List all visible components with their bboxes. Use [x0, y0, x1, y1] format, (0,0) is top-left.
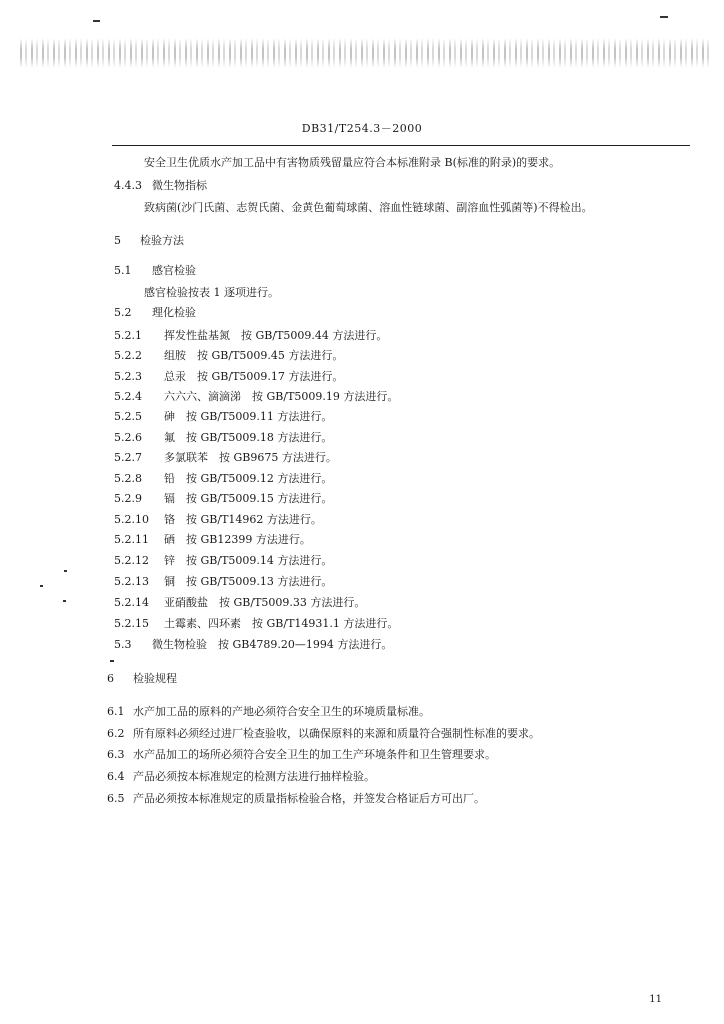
item-text: 产品必须按本标准规定的检测方法进行抽样检验。 — [133, 770, 375, 783]
scan-noise-band — [20, 38, 710, 68]
section-number: 5.3 — [114, 638, 132, 651]
item-number: 5.2.14 — [114, 596, 149, 609]
item-text: 铜 按 GB/T5009.13 方法进行。 — [164, 575, 333, 588]
item-number: 5.2.7 — [114, 451, 142, 464]
section-number: 6 — [107, 672, 114, 685]
item-number: 5.2.11 — [114, 533, 149, 546]
scan-speck — [93, 20, 100, 22]
item-text: 铬 按 GB/T14962 方法进行。 — [164, 513, 322, 526]
line-text: 感官检验按表 1 逐项进行。 — [144, 286, 279, 299]
page-number: 11 — [649, 994, 662, 1005]
item-number: 5.2.8 — [114, 472, 142, 485]
section-heading — [114, 179, 207, 193]
list-item — [107, 770, 375, 784]
section-number: 5 — [114, 234, 121, 247]
item-text: 所有原料必须经过进厂检查验收，以确保原料的来源和质量符合强制性标准的要求。 — [133, 727, 540, 740]
section-heading — [114, 306, 196, 320]
item-text: 多氯联苯 按 GB9675 方法进行。 — [164, 451, 337, 464]
paragraph-line — [144, 156, 560, 170]
list-item — [114, 451, 337, 465]
list-item — [114, 390, 398, 404]
line-text: 致病菌(沙门氏菌、志贺氏菌、金黄色葡萄球菌、溶血性链球菌、副溶血性弧菌等)不得检出。 — [144, 201, 593, 214]
list-item — [107, 727, 540, 741]
list-item — [114, 554, 332, 568]
section-heading — [114, 264, 196, 278]
section-heading — [114, 638, 392, 652]
item-text: 土霉素、四环素 按 GB/T14931.1 方法进行。 — [164, 617, 399, 630]
section-title: 感官检验 — [152, 264, 196, 277]
list-item — [114, 431, 332, 445]
item-number: 5.2.9 — [114, 492, 142, 505]
list-item — [114, 410, 332, 424]
scan-speck — [64, 570, 67, 572]
item-text: 六六六、滴滴涕 按 GB/T5009.19 方法进行。 — [164, 390, 399, 403]
list-item — [107, 705, 430, 719]
list-item — [114, 513, 322, 527]
item-text: 水产加工品的原料的产地必须符合安全卫生的环境质量标准。 — [133, 705, 430, 718]
item-text: 产品必须按本标准规定的质量指标检验合格，并签发合格证后方可出厂。 — [133, 792, 485, 805]
line-text: 安全卫生优质水产加工品中有害物质残留量应符合本标准附录 B(标准的附录)的要求。 — [144, 156, 561, 169]
item-number: 5.2.1 — [114, 329, 142, 342]
section-number: 4.4.3 — [114, 179, 142, 192]
item-number: 5.2.12 — [114, 554, 149, 567]
item-number: 6.2 — [107, 727, 125, 740]
item-number: 6.1 — [107, 705, 125, 718]
section-title: 微生物指标 — [152, 179, 207, 192]
section-heading — [107, 672, 177, 686]
item-text: 氟 按 GB/T5009.18 方法进行。 — [164, 431, 333, 444]
item-number: 6.3 — [107, 748, 125, 761]
scan-speck — [660, 16, 668, 18]
item-text: 水产品加工的场所必须符合安全卫生的加工生产环境条件和卫生管理要求。 — [133, 748, 496, 761]
section-number: 5.2 — [114, 306, 132, 319]
section-title: 检验规程 — [133, 672, 177, 685]
item-number: 5.2.13 — [114, 575, 149, 588]
item-number: 5.2.4 — [114, 390, 142, 403]
item-number: 6.5 — [107, 792, 125, 805]
item-text: 锌 按 GB/T5009.14 方法进行。 — [164, 554, 333, 567]
item-number: 5.2.2 — [114, 349, 142, 362]
list-item — [107, 748, 496, 762]
list-item — [114, 329, 387, 343]
list-item — [114, 370, 343, 384]
list-item — [114, 596, 365, 610]
scan-speck — [110, 660, 114, 662]
section-number: 5.1 — [114, 264, 132, 277]
section-title: 微生物检验 按 GB4789.20—1994 方法进行。 — [152, 638, 393, 651]
section-heading — [114, 234, 184, 248]
item-number: 5.2.10 — [114, 513, 149, 526]
list-item — [107, 792, 485, 806]
list-item — [114, 492, 332, 506]
paragraph-line — [144, 286, 279, 300]
item-text: 组胺 按 GB/T5009.45 方法进行。 — [164, 349, 344, 362]
section-title: 检验方法 — [140, 234, 184, 247]
item-text: 镉 按 GB/T5009.15 方法进行。 — [164, 492, 333, 505]
list-item — [114, 533, 311, 547]
list-item — [114, 472, 332, 486]
item-text: 亚硝酸盐 按 GB/T5009.33 方法进行。 — [164, 596, 366, 609]
paragraph-line — [144, 201, 593, 215]
scan-speck — [40, 585, 43, 587]
item-text: 挥发性盐基氮 按 GB/T5009.44 方法进行。 — [164, 329, 388, 342]
document-code: DB31/T254.3－2000 — [301, 122, 423, 135]
list-item — [114, 575, 332, 589]
item-text: 总汞 按 GB/T5009.17 方法进行。 — [164, 370, 344, 383]
item-text: 砷 按 GB/T5009.11 方法进行。 — [164, 410, 333, 423]
item-number: 5.2.15 — [114, 617, 149, 630]
item-number: 5.2.6 — [114, 431, 142, 444]
item-number: 6.4 — [107, 770, 125, 783]
item-text: 铅 按 GB/T5009.12 方法进行。 — [164, 472, 333, 485]
list-item — [114, 617, 398, 631]
scan-speck — [63, 600, 66, 602]
list-item — [114, 349, 343, 363]
header-rule — [112, 145, 690, 146]
item-text: 硒 按 GB12399 方法进行。 — [164, 533, 311, 546]
item-number: 5.2.3 — [114, 370, 142, 383]
item-number: 5.2.5 — [114, 410, 142, 423]
section-title: 理化检验 — [152, 306, 196, 319]
